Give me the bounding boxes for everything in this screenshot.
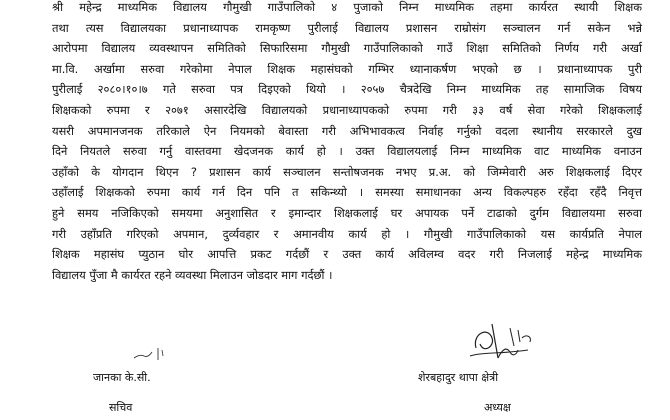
letter-line: आरोपमा विद्यालय व्यवस्थापन समितिको सिफारिसमा गौमुखी गाउँपालिकाको गाउँ शिक्षा समितिको निर्णय गरी अर्खा <box>52 41 642 56</box>
left-signature-mark <box>130 342 170 364</box>
letter-line: यसरी अपमानजनक तरिकाले ऐन नियमको बेवास्ता गरी अभिभावकत्व निर्वाह गर्नुको वदला स्थानीय सरकारले दुख <box>52 123 642 138</box>
letter-line: दिने नियतले सरुवा गर्नु वास्तवमा खेदजनक कार्य हो । उक्त विद्यालयलाई निम्न माध्यमिक वाट माध्यमिक वनाउन <box>52 144 642 159</box>
letter-line: शिक्षकको रुपमा र २०७१ असारदेखि विद्यालयको प्रधानाध्यापकको रुपमा गरी ३३ वर्ष सेवा गरेको शिक्षकलाई <box>52 102 642 117</box>
letter-body <box>52 0 642 285</box>
right-signature <box>462 320 542 370</box>
letter-line: पुरीलाई २०८०।१०।७ गते सरुवा पत्र दिइएको थियो । २०५७ चैत्रदेखि निम्न माध्यमिक तह सामाजिक विषय <box>52 82 642 97</box>
signatory-name: जानका के.सी. <box>93 371 151 384</box>
letter-line: तथा त्यस विद्यालयका प्रधानाध्यापक रामकृष्ण पुरीलाई विद्यालय प्रशासन राम्रोसंग सञ्चालन गर्न सकेन भन्ने <box>52 20 642 35</box>
signatory-title: अध्यक्ष <box>484 401 511 414</box>
signatory-title: सचिव <box>109 401 133 414</box>
letter-line: शिक्षक महासंघ प्युठान घोर आपत्ति प्रकट गर्दछौं र उक्त कार्य अविलम्व वदर गरी निजलाई महेन्द्र माध्यमिक <box>52 247 642 262</box>
letter-line: मा.वि. अर्खामा सरुवा गरेकोमा नेपाल शिक्षक महासंघको गम्भिर ध्यानाकर्षण भएको छ । प्रधानाध्यापक पुरी <box>52 61 642 76</box>
letter-line: श्री महेन्द्र माध्यमिक विद्यालय गौमुखी गाउँपालिको ४ पुजाको निम्न माध्यमिक तहमा कार्यरत स्थायी शिक्षक <box>52 0 642 14</box>
letter-line: हुने समय नजिकिएको समयमा अनुशासित र इमान्दार शिक्षकलाई घर अपायक पर्ने टाढाको दुर्गम विद्यालयमा सरुवा <box>52 205 642 220</box>
letter-line: उहाँको के योगदान थिएन ? प्रशासन कार्य सञ्चालन सन्तोषजनक नभए प्र.अ. को जिम्मेवारी अरु शिक्षकलाई दिएर <box>52 164 642 179</box>
letter-line: गरी उहाँप्रति गरिएको अपमान, दुर्व्यवहार र अमानवीय कार्य हो । गौमुखी गाउँपालिकाको यस कार्यप्रति नेपाल <box>52 226 642 241</box>
letter-line: विद्यालय पुँजा मै कार्यरत रहने व्यवस्था मिलाउन जोडदार माग गर्दछौं । <box>52 267 333 282</box>
letter-line: उहाँलाई शिक्षकको रुपमा कार्य गर्न दिन पनि त सकिन्थ्यो । समस्या समाधानका अन्य विकल्पहरु रहँदा रहँदै निवृत्त <box>52 185 642 200</box>
signatory-name: शेरबहादुर थापा क्षेत्री <box>418 371 499 384</box>
